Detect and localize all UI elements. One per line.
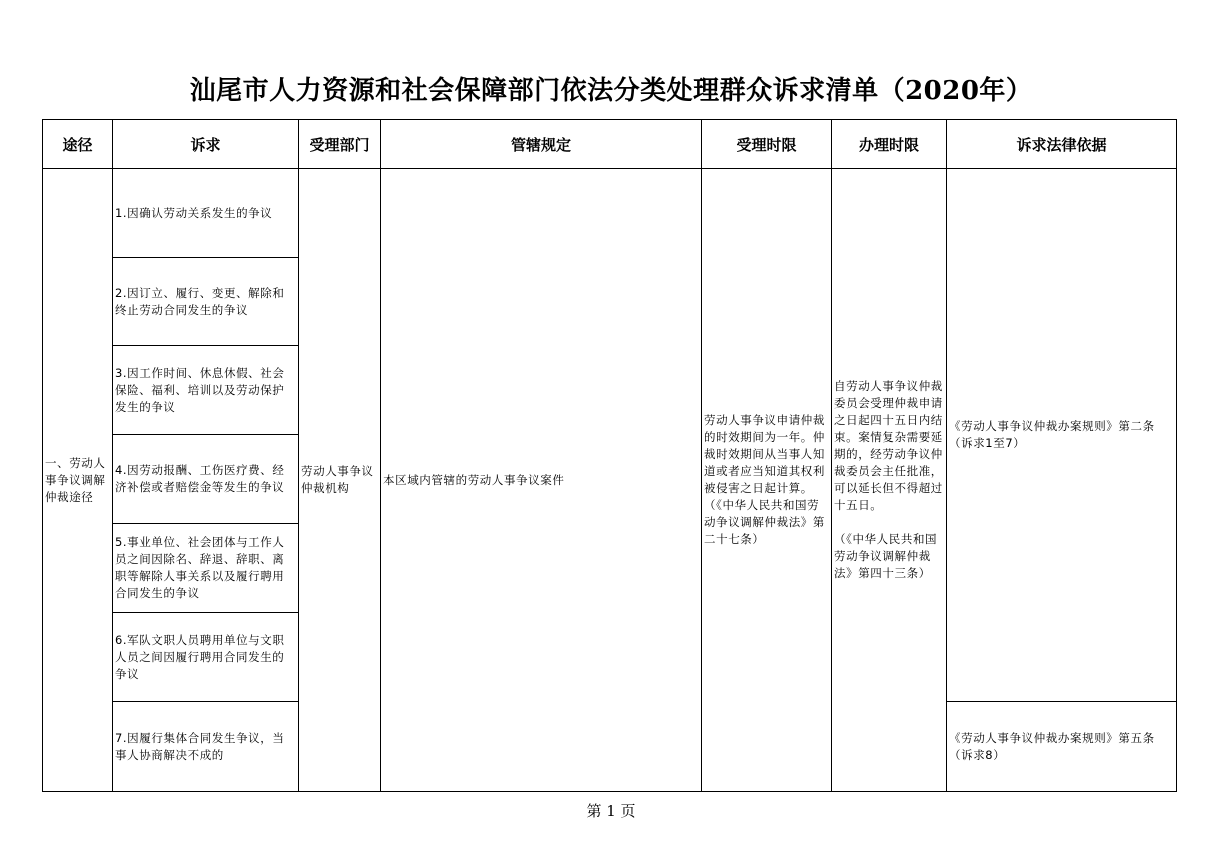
header-process-time: 办理时限 <box>832 120 947 169</box>
accept-time-cell <box>702 169 832 792</box>
table-header-row <box>43 120 1177 169</box>
accept-time-text: 劳动人事争议申请仲裁的时效期间为一年。仲裁时效期间从当事人知道或者应当知道其权利被侵害之日起计算。 <box>704 413 825 495</box>
route-cell: 一、劳动人事争议调解仲裁途径 <box>43 169 113 792</box>
table-row <box>43 169 1177 258</box>
accept-time-ref: （《中华人民共和国劳动争议调解仲裁法》第二十七条） <box>704 498 825 546</box>
claims-table <box>42 119 1177 792</box>
header-basis: 诉求法律依据 <box>947 120 1177 169</box>
process-time-text: 自劳动人事争议仲裁委员会受理仲裁申请之日起四十五日内结束。案情复杂需要延期的，经劳动争议仲裁委员会主任批准，可以延长但不得超过十五日。 <box>834 379 943 512</box>
basis-cell-2: 《劳动人事争议仲裁办案规则》第五条（诉求8） <box>947 702 1177 792</box>
process-time-cell <box>832 169 947 792</box>
header-accept-time: 受理时限 <box>702 120 832 169</box>
request-cell-4: 4.因劳动报酬、工伤医疗费、经济补偿或者赔偿金等发生的争议 <box>113 435 299 524</box>
header-rule: 管辖规定 <box>381 120 702 169</box>
rule-cell: 本区域内管辖的劳动人事争议案件 <box>381 169 702 792</box>
basis-cell-1: 《劳动人事争议仲裁办案规则》第二条（诉求1至7） <box>947 169 1177 702</box>
request-cell-2: 2.因订立、履行、变更、解除和终止劳动合同发生的争议 <box>113 258 299 346</box>
request-cell-3: 3.因工作时间、休息休假、社会保险、福利、培训以及劳动保护发生的争议 <box>113 346 299 435</box>
header-dept: 受理部门 <box>299 120 381 169</box>
request-cell-1: 1.因确认劳动关系发生的争议 <box>113 169 299 258</box>
request-cell-5: 5.事业单位、社会团体与工作人员之间因除名、辞退、辞职、离职等解除人事关系以及履行聘用合同发生的争议 <box>113 524 299 613</box>
header-request: 诉求 <box>113 120 299 169</box>
header-route: 途径 <box>43 120 113 169</box>
dept-cell: 劳动人事争议仲裁机构 <box>299 169 381 792</box>
process-time-ref: （《中华人民共和国劳动争议调解仲裁法》第四十三条） <box>834 532 938 580</box>
request-cell-7: 7.因履行集体合同发生争议，当事人协商解决不成的 <box>113 702 299 792</box>
request-cell-6: 6.军队文职人员聘用单位与文职人员之间因履行聘用合同发生的争议 <box>113 613 299 702</box>
page-number: 第 1 页 <box>586 802 636 820</box>
page-title: 汕尾市人力资源和社会保障部门依法分类处理群众诉求清单（2020年） <box>189 76 1033 106</box>
